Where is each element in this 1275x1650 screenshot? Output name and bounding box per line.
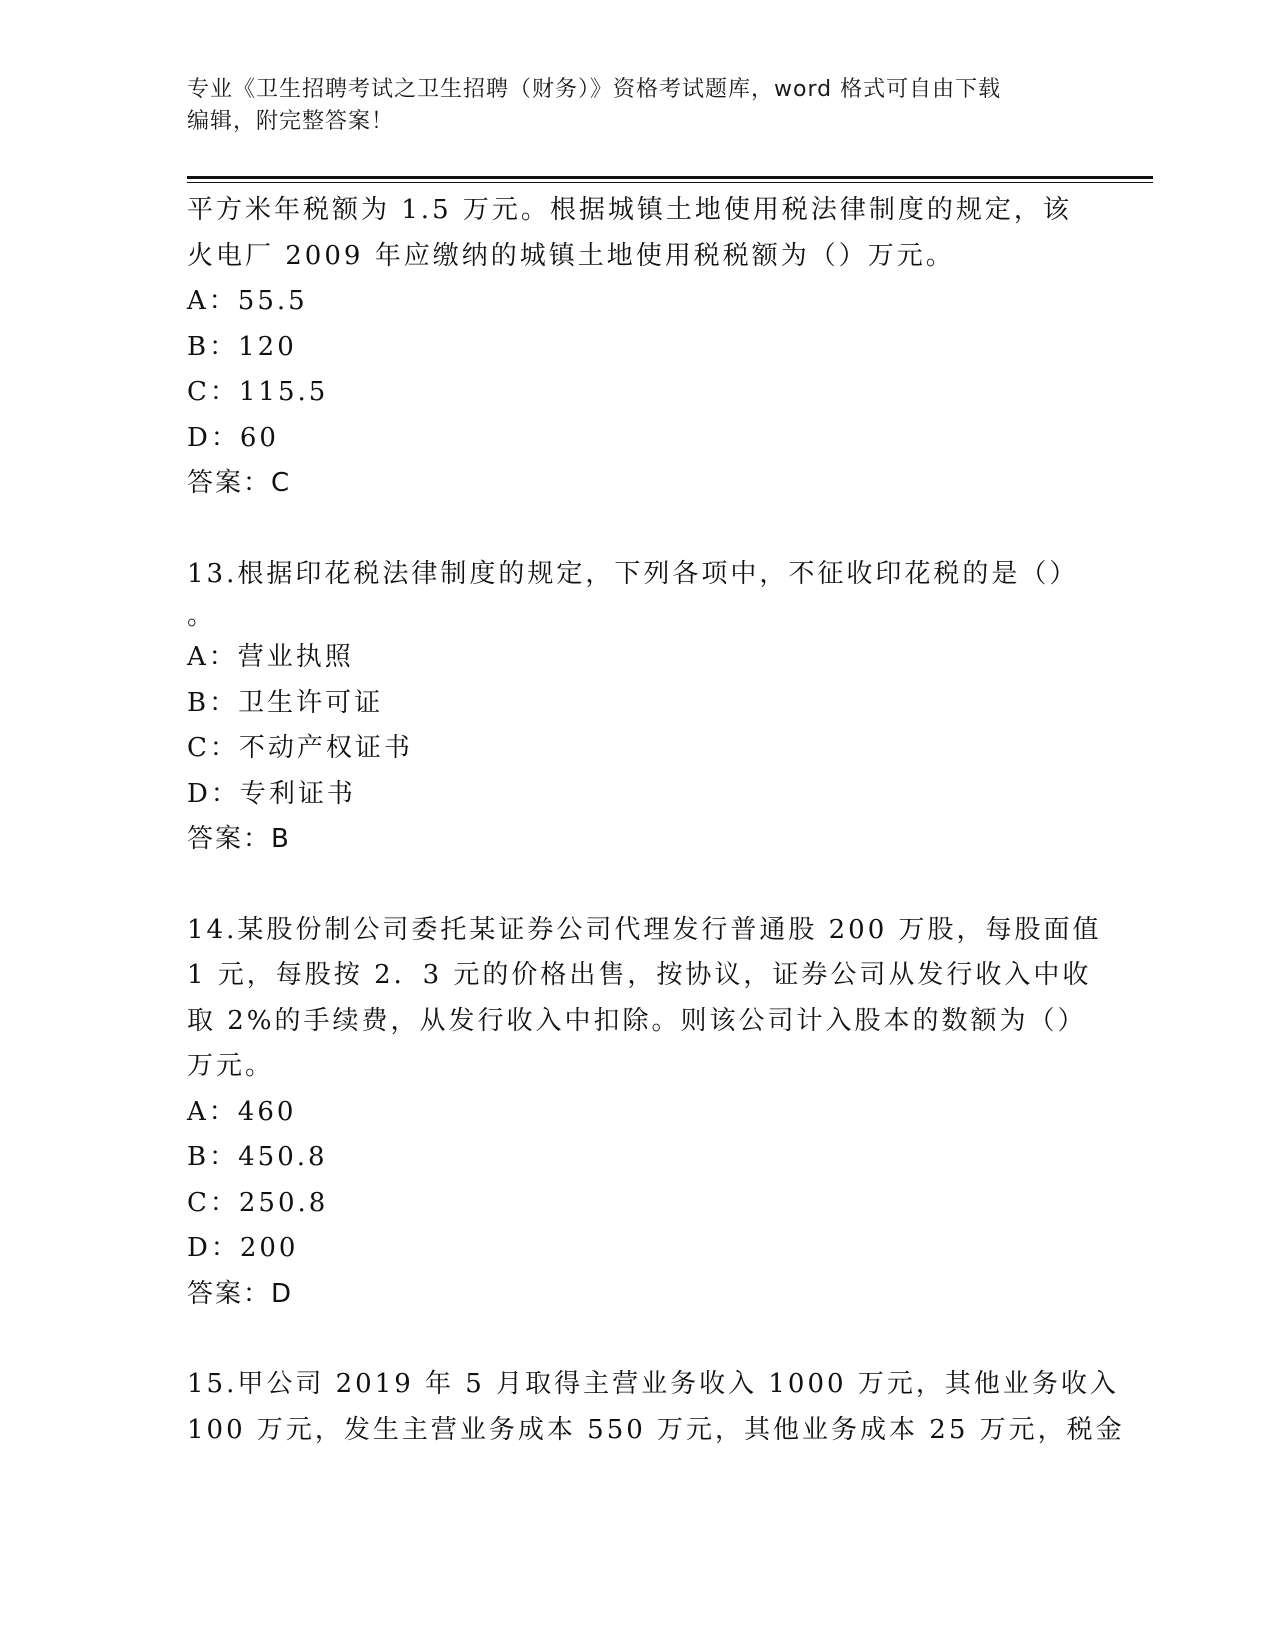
question-14 <box>187 908 1102 1318</box>
question-stem-line: 13.根据印花税法律制度的规定，下列各项中，不征收印花税的是（） <box>187 558 1079 589</box>
answer-label: 答案：B <box>187 824 291 854</box>
option-d: D：专利证书 <box>187 778 356 809</box>
header-rule-thin <box>187 182 1153 183</box>
option-d: D：60 <box>187 422 279 453</box>
question-stem-line: 。 <box>187 601 217 631</box>
question-stem-line: 100 万元，发生主营业务成本 550 万元，其他业务成本 25 万元，税金 <box>187 1414 1125 1445</box>
option-d: D：200 <box>187 1233 299 1263</box>
option-a: A：营业执照 <box>187 642 354 672</box>
option-b: B：450.8 <box>187 1142 328 1172</box>
question-stem-line: 15.甲公司 2019 年 5 月取得主营业务收入 1000 万元，其他业务收入 <box>187 1369 1119 1399</box>
question-stem-line: 1 元，每股按 2．3 元的价格出售，按协议，证券公司从发行收入中收 <box>187 960 1092 990</box>
question-stem-line: 14.某股份制公司委托某证券公司代理发行普通股 200 万股，每股面值 <box>187 914 1102 945</box>
question-stem-line: 平方米年税额为 1.5 万元。根据城镇土地使用税法律制度的规定，该 <box>187 195 1072 225</box>
question-15 <box>187 1362 1125 1453</box>
question-stem-line: 万元。 <box>187 1051 275 1081</box>
question-body <box>187 188 1125 1453</box>
question-stem-line: 取 2%的手续费，从发行收入中扣除。则该公司计入股本的数额为（） <box>187 1005 1087 1036</box>
answer-label: 答案：D <box>187 1278 294 1309</box>
header-rule-thick <box>187 176 1153 179</box>
question-12 <box>187 188 1077 507</box>
option-c: C：250.8 <box>187 1187 329 1218</box>
option-c: C：115.5 <box>187 377 329 407</box>
document-header <box>187 74 1087 138</box>
answer-label: 答案：C <box>187 468 292 498</box>
option-a: A：460 <box>187 1096 297 1127</box>
header-line-1: 专业《卫生招聘考试之卫生招聘（财务）》资格考试题库，word 格式可自由下载 <box>187 77 1002 102</box>
option-b: B：卫生许可证 <box>187 687 384 718</box>
option-a: A：55.5 <box>187 286 308 316</box>
question-stem-line: 火电厂 2009 年应缴纳的城镇土地使用税税额为（）万元。 <box>187 240 955 271</box>
option-b: B：120 <box>187 331 297 362</box>
option-c: C：不动产权证书 <box>187 733 413 763</box>
question-13 <box>187 552 1077 863</box>
header-line-2: 编辑，附完整答案！ <box>187 109 395 134</box>
